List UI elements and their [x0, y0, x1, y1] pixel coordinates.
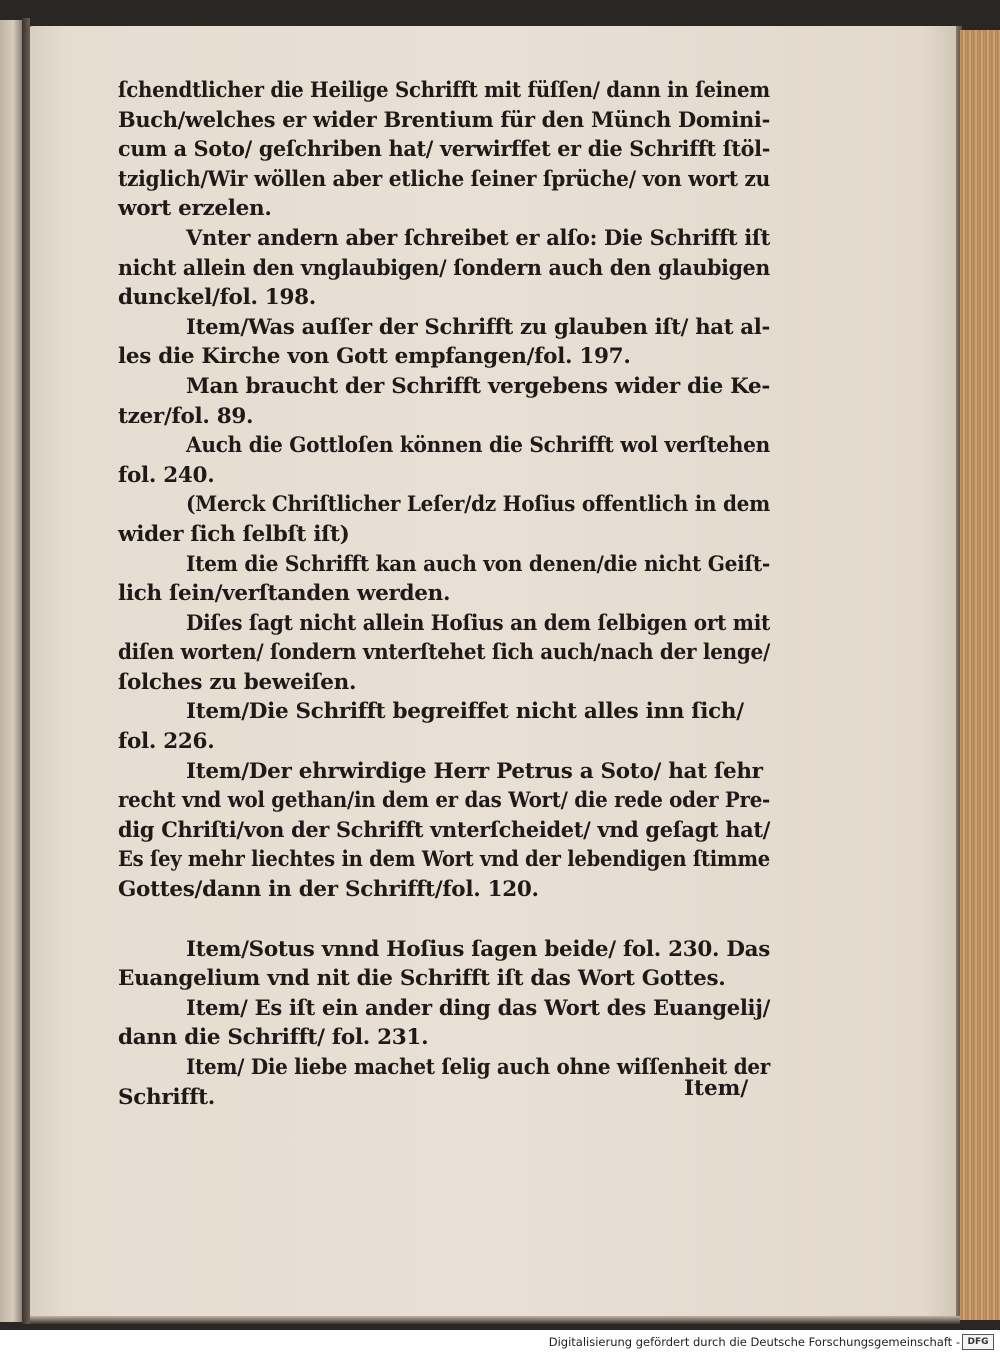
text-line: Item die Schrifft kan auch von denen/die nicht Geiſt-: [186, 551, 771, 577]
paragraph-gap: [118, 905, 770, 935]
text-line: ſolches zu beweiſen.: [118, 669, 357, 695]
text-line: Euangelium vnd nit die Schrifft iſt das Wort Gottes.: [118, 966, 726, 992]
text-line: fol. 226.: [118, 729, 215, 755]
text-line: tzer/fol. 89.: [118, 403, 254, 429]
text-line: cum a Soto/ geſchriben hat/ verwirffet er die Schrifft ſtöl-: [118, 137, 771, 163]
text-line: les die Kirche von Gott empfangen/fol. 197.: [118, 344, 631, 370]
text-line: diſen worten/ ſondern vnterſtehet ſich auch/nach der lenge/: [118, 640, 771, 666]
text-line: ſchendtlicher die Heilige Schrifft mit füſſen/ dann in ſeinem: [118, 78, 770, 103]
text-line: dann die Schrifft/ fol. 231.: [118, 1025, 429, 1051]
text-line: Item/ Die liebe machet ſelig auch ohne wiſſenheit der: [186, 1055, 771, 1080]
book-gutter: [22, 18, 30, 1324]
page-text-block: [118, 76, 770, 1112]
text-line: Diſes ſagt nicht allein Hoſius an dem ſelbigen ort mit: [186, 610, 770, 636]
text-line: Auch die Gottloſen können die Schrifft wol verſtehen: [186, 433, 770, 459]
text-line: Man braucht der Schrifft vergebens wider die Ke-: [186, 373, 770, 399]
text-line: fol. 240.: [118, 462, 215, 488]
text-line: wort erzelen.: [118, 196, 272, 222]
text-line: nicht allein den vnglaubigen/ ſondern auch den glaubigen: [118, 255, 771, 281]
page-bottom-shadow: [30, 1316, 960, 1324]
catchword: Item/: [684, 1076, 749, 1101]
text-line: dig Chriſti/von der Schrifft vnterſcheidet/ vnd geſagt hat/: [118, 817, 771, 843]
funding-notice: Digitalisierung gefördert durch die Deutsche Forschungsgemeinschaft -: [548, 1335, 960, 1349]
text-line: wider ſich ſelbſt iſt): [118, 521, 350, 547]
text-line: lich ſein/verſtanden werden.: [118, 581, 451, 607]
text-line: Item/Was auſſer der Schrifft zu glauben iſt/ hat al-: [186, 314, 770, 340]
text-line: tziglich/Wir wöllen aber etliche ſeiner ſprüche/ von wort zu: [118, 166, 771, 192]
text-line: Item/Sotus vnnd Hoſius ſagen beide/ fol. 230. Das: [186, 936, 771, 962]
text-line: dunckel/fol. 198.: [118, 285, 316, 311]
text-line: Buch/welches er wider Brentium für den Münch Domini-: [118, 107, 770, 133]
text-line: Item/ Es iſt ein ander ding das Wort des Euangelij/: [186, 995, 771, 1021]
facing-page-edge: [0, 20, 22, 1322]
text-line: Vnter andern aber ſchreibet er alſo: Die Schrifft iſt: [186, 225, 771, 251]
text-line: Es ſey mehr liechtes in dem Wort vnd der lebendigen ſtimme: [118, 847, 770, 873]
dfg-logo: DFG: [962, 1334, 994, 1350]
text-line: Schrifft.: [118, 1084, 215, 1110]
book-block-edge: [960, 30, 1000, 1320]
text-line: Item/Die Schrifft begreiffet nicht alles inn ſich/: [186, 699, 744, 725]
text-line: Item/Der ehrwirdige Herr Petrus a Soto/ hat ſehr: [186, 758, 763, 784]
text-line: Gottes/dann in der Schrifft/fol. 120.: [118, 877, 539, 903]
footer-bar: [0, 1330, 1000, 1353]
text-line: (Merck Chriſtlicher Leſer/dz Hoſius offentlich in dem: [186, 492, 770, 518]
text-line: recht vnd wol gethan/in dem er das Wort/ die rede oder Pre-: [118, 788, 771, 814]
